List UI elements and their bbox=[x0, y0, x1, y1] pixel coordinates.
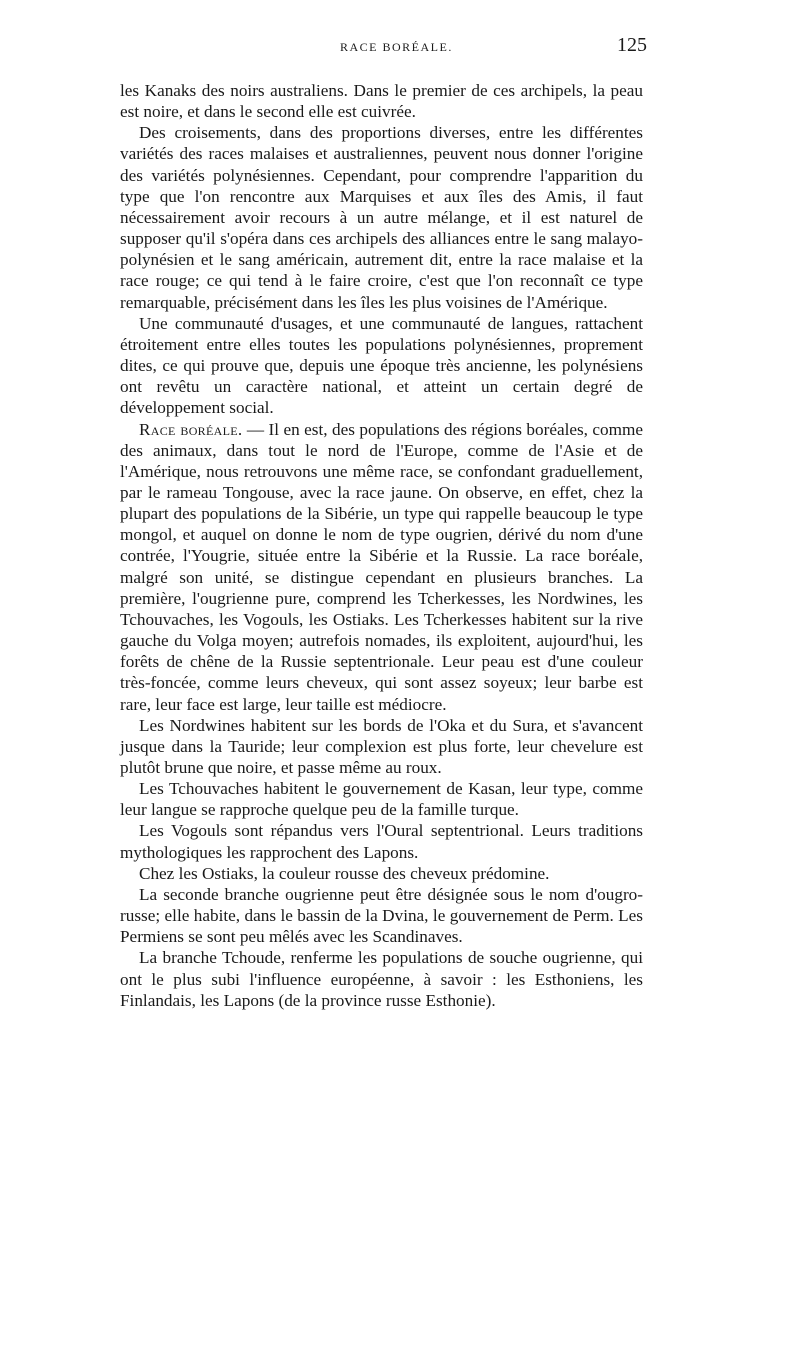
paragraph-vogouls: Les Vogouls sont répandus vers l'Oural septentrional. Leurs traditions mythologiques les rapprochent des Lapons. bbox=[120, 821, 643, 862]
body-text bbox=[120, 80, 643, 1011]
paragraph-tchoude: La branche Tchoude, renferme les populations de souche ougrienne, qui ont le plus subi l'influence européenne, à savoir : les Esthoniens, les Finlandais, les Lapons (de la province russe Esthonie). bbox=[120, 948, 643, 1010]
paragraph-tchouvaches: Les Tchouvaches habitent le gouvernement de Kasan, leur type, comme leur langue se rapproche quelque peu de la famille turque. bbox=[120, 779, 643, 820]
section-run-in-heading: Race boréale. bbox=[139, 419, 243, 439]
page-number: 125 bbox=[617, 34, 647, 56]
paragraph-nordwines: Les Nordwines habitent sur les bords de l'Oka et du Sura, et s'avancent jusque dans la Tauride; leur complexion est plus forte, leur chevelure est plutôt brune que noire, et passe même au roux. bbox=[120, 715, 643, 777]
paragraph-ostiaks: Chez les Ostiaks, la couleur rousse des cheveux prédomine. bbox=[139, 863, 550, 883]
running-title: RACE BORÉALE. bbox=[340, 40, 453, 54]
paragraph-ougro-russe: La seconde branche ougrienne peut être désignée sous le nom d'ougro-russe; elle habite, dans le bassin de la Dvina, le gouvernement de Perm. Les Permiens se sont peu mêlés avec les Scandinaves. bbox=[120, 884, 643, 947]
section-lead-text: — Il en est, des populations des régions boréales, comme des animaux, dans tout le nord de l'Europe, comme de l'Asie et de l'Amérique, nous retrouvons une même race, se confondant graduellement, par le rameau Tongouse, avec la race jaune. On observe, en effet, chez la plupart des populations de la Sibérie, un type qui rappelle beaucoup le type mongol, et auquel on donne le nom de type ougrien, dérivé du nom d'une contrée, l'Yougrie, située entre la Sibérie et la Russie. La race boréale, malgré son unité, se distingue cependant en plusieurs branches. La première, l'ougrienne pure, comprend les Tcherkesses, les Nordwines, les Tchouvaches, les Vogouls, les Ostiaks. Les Tcherkesses habitent sur la rive gauche du Volga moyen; autrefois nomades, ils exploitent, aujourd'hui, les forêts de chêne de la Russie septentrionale. Leur peau est d'une couleur très-foncée, comme leurs cheveux, qui sont assez soyeux; leur barbe est rare, leur face est large, leur taille est médiocre. bbox=[120, 419, 644, 714]
paragraph-race-boreale bbox=[120, 419, 643, 715]
running-head bbox=[0, 34, 800, 64]
paragraph-continuation: les Kanaks des noirs australiens. Dans le premier de ces archipels, la peau est noire, et dans le second elle est cuivrée. bbox=[120, 81, 643, 122]
paragraph-polynesian-origins: Des croisements, dans des proportions diverses, entre les différentes variétés des races malaises et australiennes, peuvent nous donner l'origine des variétés polynésiennes. Cependant, pour comprendre l'apparition du type que l'on rencontre aux Marquises et aux îles des Amis, il faut nécessairement avoir recours à un autre mélange, et il est naturel de supposer qu'il s'opéra dans ces archipels des alliances entre le sang malayo-polynésien et le sang américain, autrement dit, entre la race malaise et la race rouge; ce qui tend à le faire croire, c'est que l'on reconnaît ce type remarquable, précisément dans les îles les plus voisines de l'Amérique. bbox=[120, 123, 643, 312]
paragraph-polynesian-community: Une communauté d'usages, et une communauté de langues, rattachent étroitement entre elles toutes les populations polynésiennes, proprement dites, ce qui prouve que, depuis une époque très ancienne, les polynésiens ont revêtu un caractère national, et atteint un certain degré de développement social. bbox=[120, 313, 643, 418]
